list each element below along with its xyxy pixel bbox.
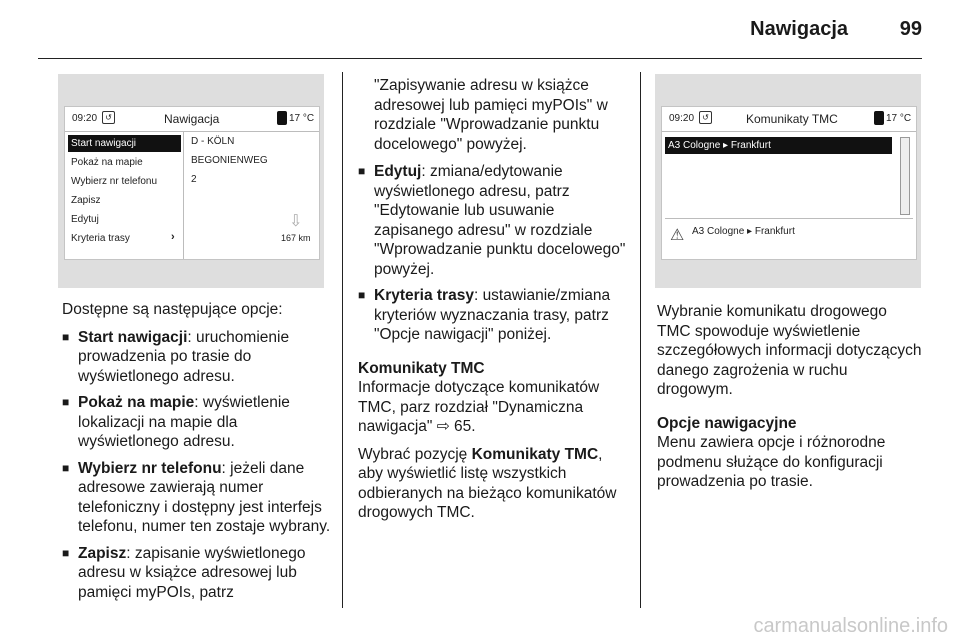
options-paragraph: Menu zawiera opcje i różnorodne podmenu służące do konfiguracji prowadzenia po trasie. xyxy=(657,434,886,490)
menu-icon: ↺ xyxy=(102,111,115,124)
screen-divider xyxy=(183,132,184,259)
watermark: carmanualsonline.info xyxy=(753,615,948,637)
options-list-continued xyxy=(358,162,628,345)
list-item: ■ Wybierz nr telefonu: jeżeli dane adresowe zawierają numer telefoniczny i dostępny jest interfejs telefonu, numer ten zostaje wybrany. xyxy=(62,459,332,537)
column-2 xyxy=(358,76,628,531)
screen-title: Komunikaty TMC xyxy=(746,112,838,126)
tmc-info-text: Informacje dotyczące komunikatów TMC, parz rozdział "Dynamiczna nawigacja" ⇨ 65. xyxy=(358,379,600,435)
scrollbar xyxy=(900,137,910,215)
tmc-screen-figure xyxy=(655,74,921,288)
menu-item-edit: Edytuj xyxy=(71,214,99,225)
column-3 xyxy=(657,302,923,500)
list-item: ■ Start nawigacji: uruchomienie prowadzenia po trasie do wyświetlonego adresu. xyxy=(62,328,332,387)
continued-text: "Zapisywanie adresu w książce adresowej lub pamięci myPOIs" w rozdziale "Wprowadzanie punktu docelowego" powyżej. xyxy=(374,77,608,153)
header-rule xyxy=(38,58,922,59)
column-1 xyxy=(62,300,332,609)
page-number: 99 xyxy=(899,18,922,40)
list-item: ■ Pokaż na mapie: wyświetlenie lokalizacji na mapie dla wyświetlonego adresu. xyxy=(62,393,332,452)
section-heading-tmc: Komunikaty TMC xyxy=(358,359,485,377)
options-intro: Dostępne są następujące opcje: xyxy=(62,301,283,318)
menu-item-save: Zapisz xyxy=(71,195,101,206)
tmc-selected-item: A3 Cologne ▸ Frankfurt xyxy=(665,137,892,154)
menu-item-criteria: Kryteria trasy xyxy=(71,233,130,244)
column-divider-2 xyxy=(640,72,641,608)
tmc-screen xyxy=(661,106,917,260)
navigation-screen-figure xyxy=(58,74,324,288)
menu-item-phone: Wybierz nr telefonu xyxy=(71,176,158,187)
navigation-screen xyxy=(64,106,320,260)
column-divider-1 xyxy=(342,72,343,608)
list-item: ■ Zapisz: zapisanie wyświetlonego adresu w książce adresowej lub pamięci myPOIs, patrz xyxy=(62,544,332,603)
tmc-detail-paragraph: Wybranie komunikatu drogowego TMC spowoduje wyświetlenie szczegółowych informacji dotyczących danego zagrożenia w ruchu drogowym. xyxy=(657,303,922,398)
thermometer-icon xyxy=(874,111,884,125)
menu-item-map: Pokaż na mapie xyxy=(71,157,143,168)
status-bar xyxy=(65,107,319,132)
tmc-detail-text: A3 Cologne ▸ Frankfurt xyxy=(692,226,795,237)
menu-icon: ↺ xyxy=(699,111,712,124)
distance: 167 km xyxy=(281,233,311,243)
clock: 09:20 xyxy=(72,113,98,124)
screen-title: Nawigacja xyxy=(164,112,220,126)
arrow-down-icon: ⇩ xyxy=(289,213,303,230)
address-city: D - KÖLN xyxy=(191,136,235,147)
temperature: 17 °C xyxy=(886,113,912,124)
address-number: 2 xyxy=(191,174,197,185)
warning-triangle-icon: ⚠ xyxy=(670,227,685,244)
section-heading-options: Opcje nawigacyjne xyxy=(657,414,797,432)
tmc-select-text: Wybrać pozycję Komunikaty TMC, aby wyświetlić listę wszystkich odbieranych na bieżąco komunikatów drogowych TMC. xyxy=(358,445,617,521)
list-divider xyxy=(665,218,913,219)
list-item: ■ Kryteria trasy: ustawianie/zmiana kryteriów wyznaczania trasy, patrz "Opcje nawigacji" poniżej. xyxy=(358,286,628,345)
address-street: BEGONIENWEG xyxy=(191,155,268,166)
options-list xyxy=(62,328,332,603)
list-item: ■ Edytuj: zmiana/edytowanie wyświetlonego adresu, patrz "Edytowanie lub usuwanie zapisanego adresu" w rozdziale "Wprowadzanie punktu docelowego" powyżej. xyxy=(358,162,628,279)
clock: 09:20 xyxy=(669,113,695,124)
temperature: 17 °C xyxy=(289,113,315,124)
chevron-right-icon: › xyxy=(171,231,175,243)
status-bar xyxy=(662,107,916,132)
thermometer-icon xyxy=(277,111,287,125)
running-header-title: Nawigacja xyxy=(750,18,848,40)
menu-item-start: Start nawigacji xyxy=(68,135,181,152)
